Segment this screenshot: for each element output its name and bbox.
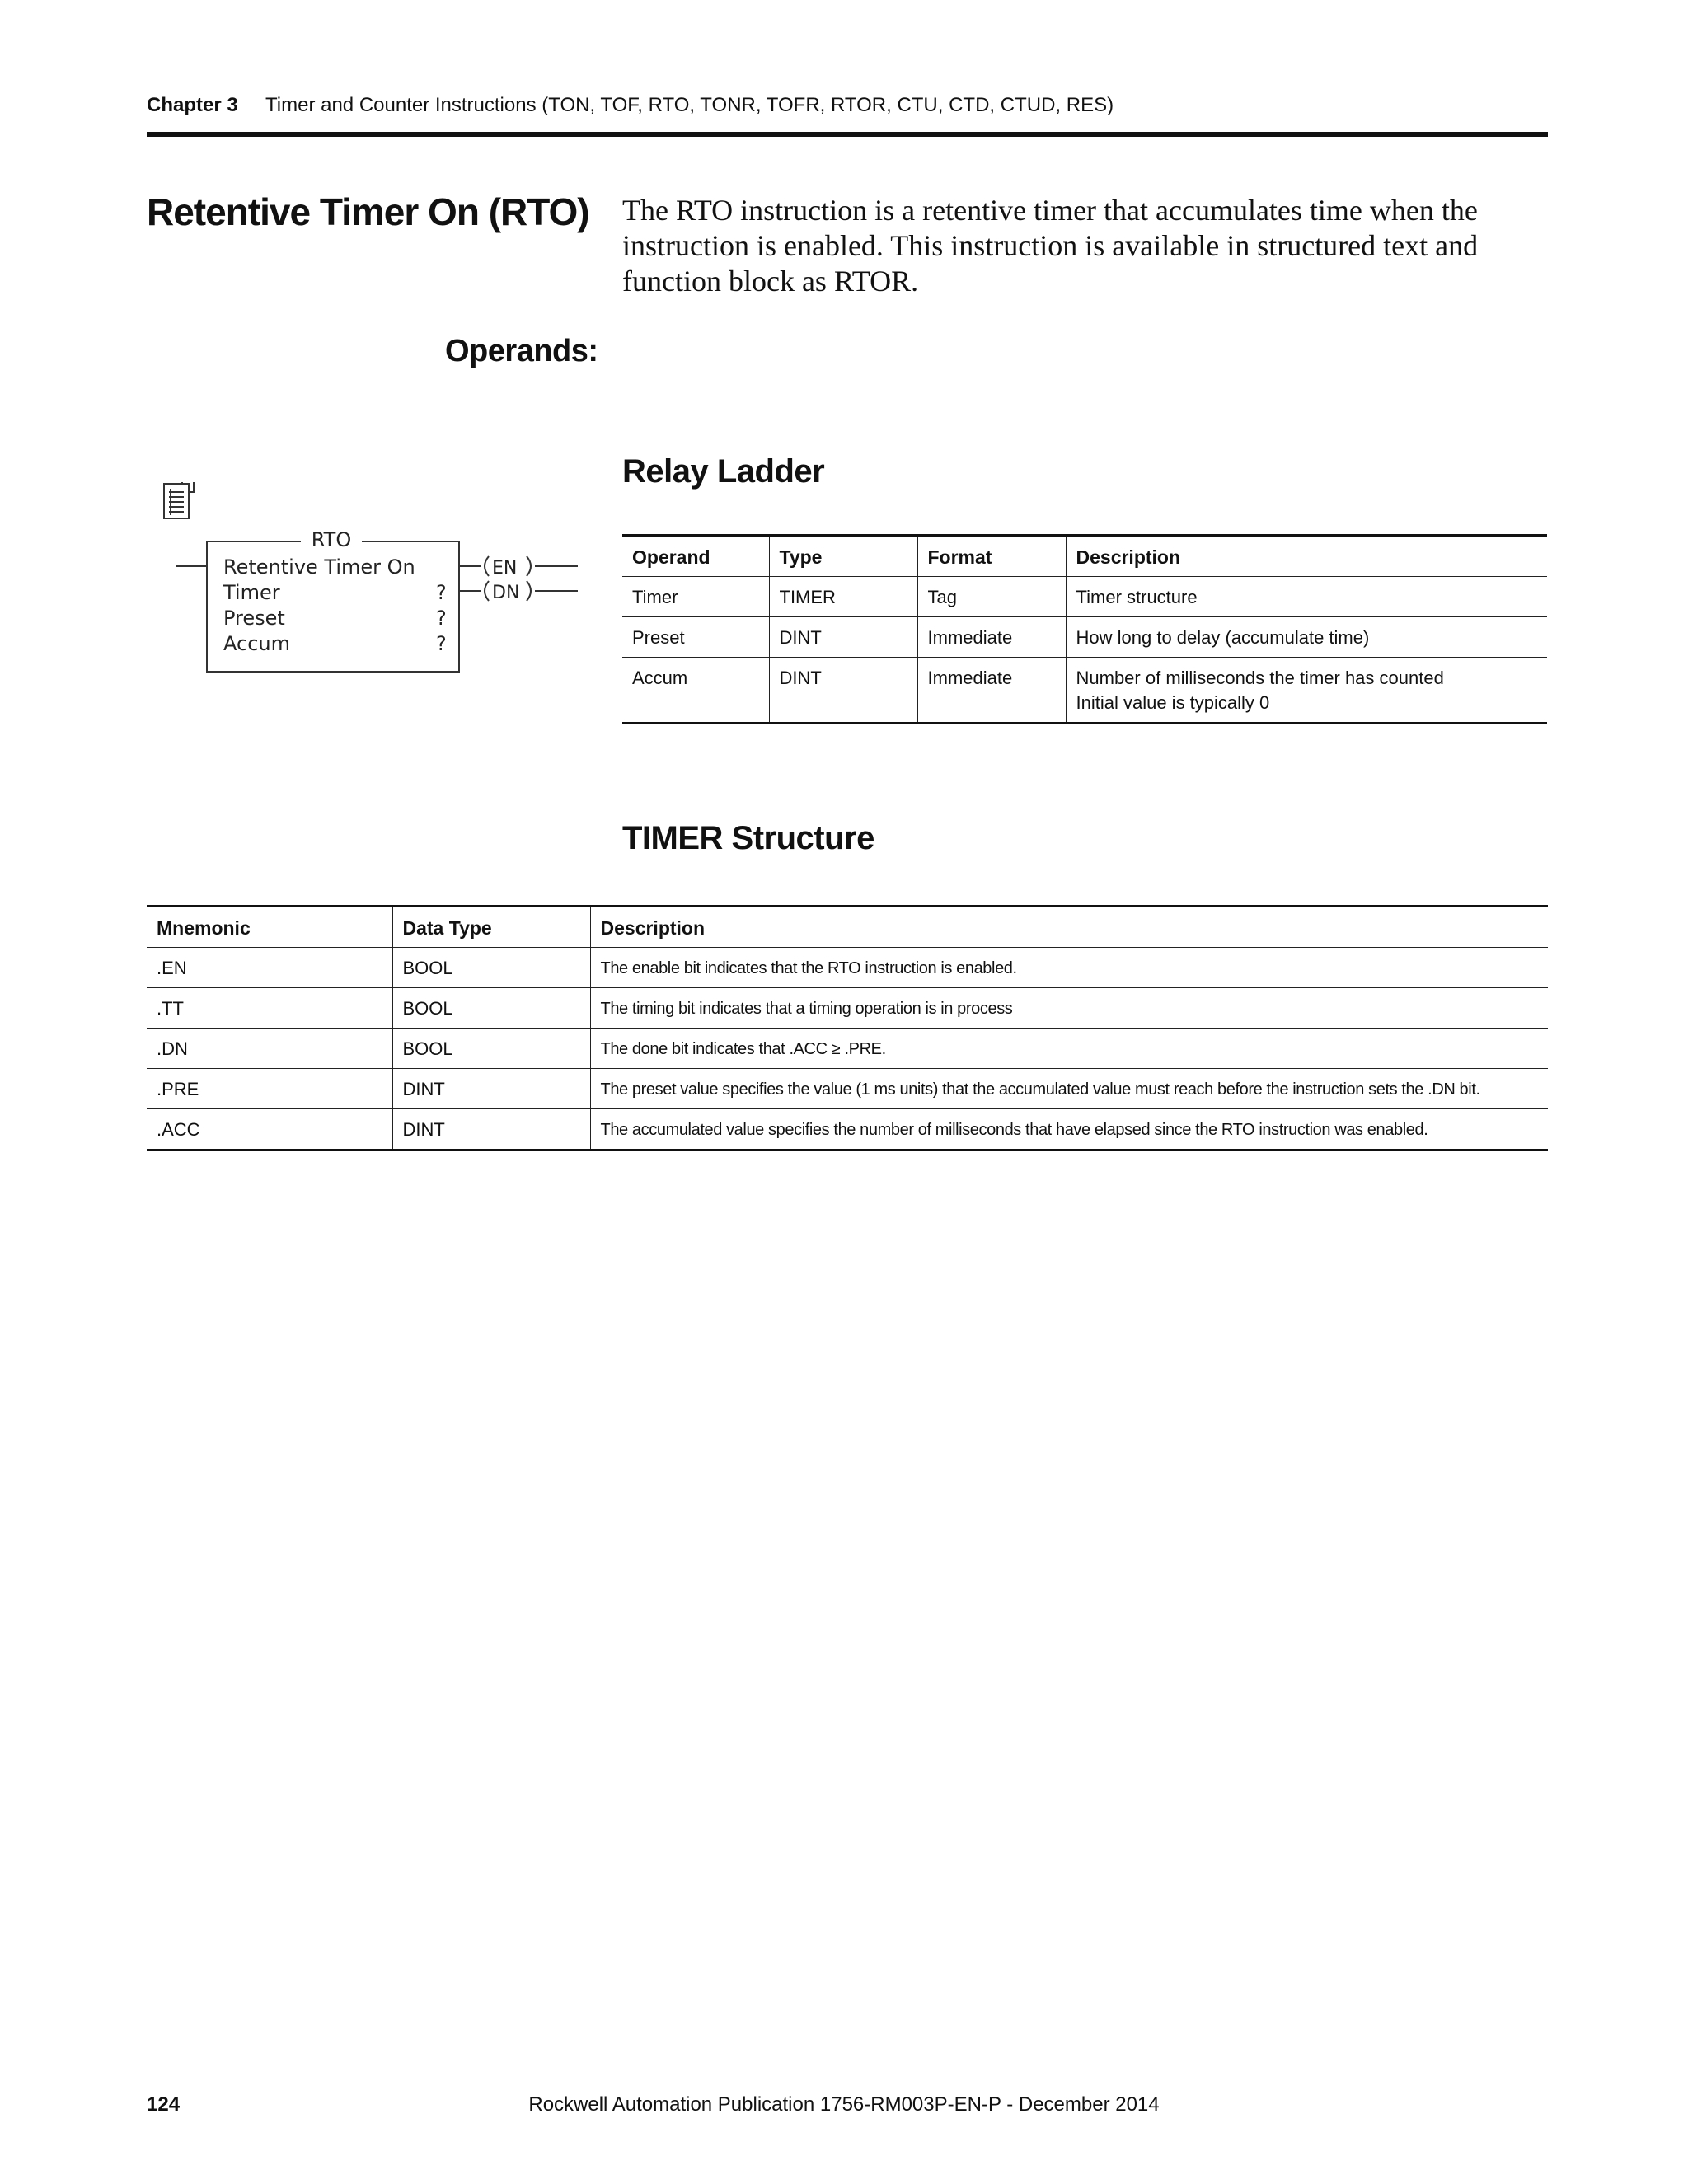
col-operand: Operand [632, 546, 710, 568]
row-label-preset: Preset [223, 607, 285, 630]
col-format: Format [917, 536, 1066, 577]
output-dn [459, 581, 578, 603]
publication-footer: Rockwell Automation Publication 1756-RM003P-EN-P - December 2014 [528, 2093, 1160, 2116]
cell-format: Tag [917, 577, 1066, 617]
row-label-accum: Accum [223, 632, 290, 655]
cell-description [590, 1109, 1548, 1151]
cell-format: Immediate [917, 658, 1066, 724]
description-line: Initial value is typically 0 [1076, 692, 1270, 713]
cell-description [1066, 658, 1547, 724]
cell-data-type: BOOL [392, 988, 590, 1029]
col-data-type: Data Type [392, 907, 590, 948]
block-name: RTO [311, 528, 352, 551]
description-text: The done bit indicates that .ACC ≥ .PRE. [600, 1040, 886, 1058]
description-text: The timing bit indicates that a timing operation is in process [600, 1000, 1013, 1018]
table-header-row [147, 907, 1548, 948]
col-mnemonic: Mnemonic [157, 917, 251, 939]
output-en-label: EN [492, 558, 518, 579]
row-value-accum: ? [436, 632, 447, 655]
table-row [147, 1109, 1548, 1151]
document-icon [164, 482, 194, 518]
description-text: The accumulated value specifies the number of milliseconds that have elapsed since the RTO instruction was enabled. [600, 1121, 1428, 1139]
cell-mnemonic: .ACC [157, 1119, 200, 1140]
cell-description [590, 1029, 1548, 1069]
ladder-diagram [161, 482, 606, 696]
description-text: The enable bit indicates that the RTO instruction is enabled. [600, 959, 1017, 977]
output-en [459, 556, 578, 579]
table-row [147, 1069, 1548, 1109]
cell-mnemonic: .TT [157, 998, 184, 1019]
cell-type: DINT [769, 617, 917, 658]
col-type: Type [769, 536, 917, 577]
timer-structure-heading: TIMER Structure [622, 820, 874, 856]
cell-operand: Timer [632, 587, 678, 607]
cell-type: DINT [769, 658, 917, 724]
row-label-timer: Timer [223, 581, 280, 604]
cell-data-type: DINT [392, 1069, 590, 1109]
header-rule [147, 132, 1548, 137]
table-row [622, 617, 1547, 658]
cell-operand: Preset [632, 627, 685, 648]
cell-description: How long to delay (accumulate time) [1066, 617, 1547, 658]
cell-mnemonic: .PRE [157, 1079, 199, 1099]
table-row [147, 1029, 1548, 1069]
cell-data-type: BOOL [392, 948, 590, 988]
cell-description [590, 1069, 1548, 1109]
timer-structure-table [147, 905, 1548, 1151]
cell-operand: Accum [632, 668, 688, 688]
output-dn-label: DN [492, 583, 520, 603]
table-row [622, 577, 1547, 617]
table-row [622, 658, 1547, 724]
cell-data-type: BOOL [392, 1029, 590, 1069]
row-value-timer: ? [436, 581, 447, 604]
cell-description [590, 948, 1548, 988]
operand-table [622, 534, 1547, 724]
row-value-preset: ? [436, 607, 447, 630]
operands-label: Operands: [445, 334, 598, 368]
cell-format: Immediate [917, 617, 1066, 658]
cell-type: TIMER [769, 577, 917, 617]
table-header-row [622, 536, 1547, 577]
relay-ladder-heading: Relay Ladder [622, 453, 825, 490]
chapter-label: Chapter 3 [147, 94, 238, 116]
col-description: Description [590, 907, 1548, 948]
page-number: 124 [147, 2093, 181, 2116]
cell-description [590, 988, 1548, 1029]
col-description: Description [1066, 536, 1547, 577]
description-line: Number of milliseconds the timer has counted [1076, 668, 1444, 688]
section-title: Retentive Timer On (RTO) [147, 190, 589, 233]
chapter-title: Timer and Counter Instructions (TON, TOF, RTO, TONR, TOFR, RTOR, CTU, CTD, CTUD, RES) [265, 94, 1114, 116]
cell-description: Timer structure [1066, 577, 1547, 617]
cell-data-type: DINT [392, 1109, 590, 1151]
cell-mnemonic: .EN [157, 958, 187, 978]
block-title: Retentive Timer On [223, 555, 415, 579]
table-row [147, 948, 1548, 988]
table-row [147, 988, 1548, 1029]
cell-mnemonic: .DN [157, 1038, 188, 1059]
description-text: The preset value specifies the value (1 ms units) that the accumulated value must reach before the instruction sets the .DN bit. [600, 1080, 1480, 1099]
intro-paragraph: The RTO instruction is a retentive timer that accumulates time when the instruction is enabled. This instruction is available in structured text and function block as RTOR. [622, 194, 1479, 298]
